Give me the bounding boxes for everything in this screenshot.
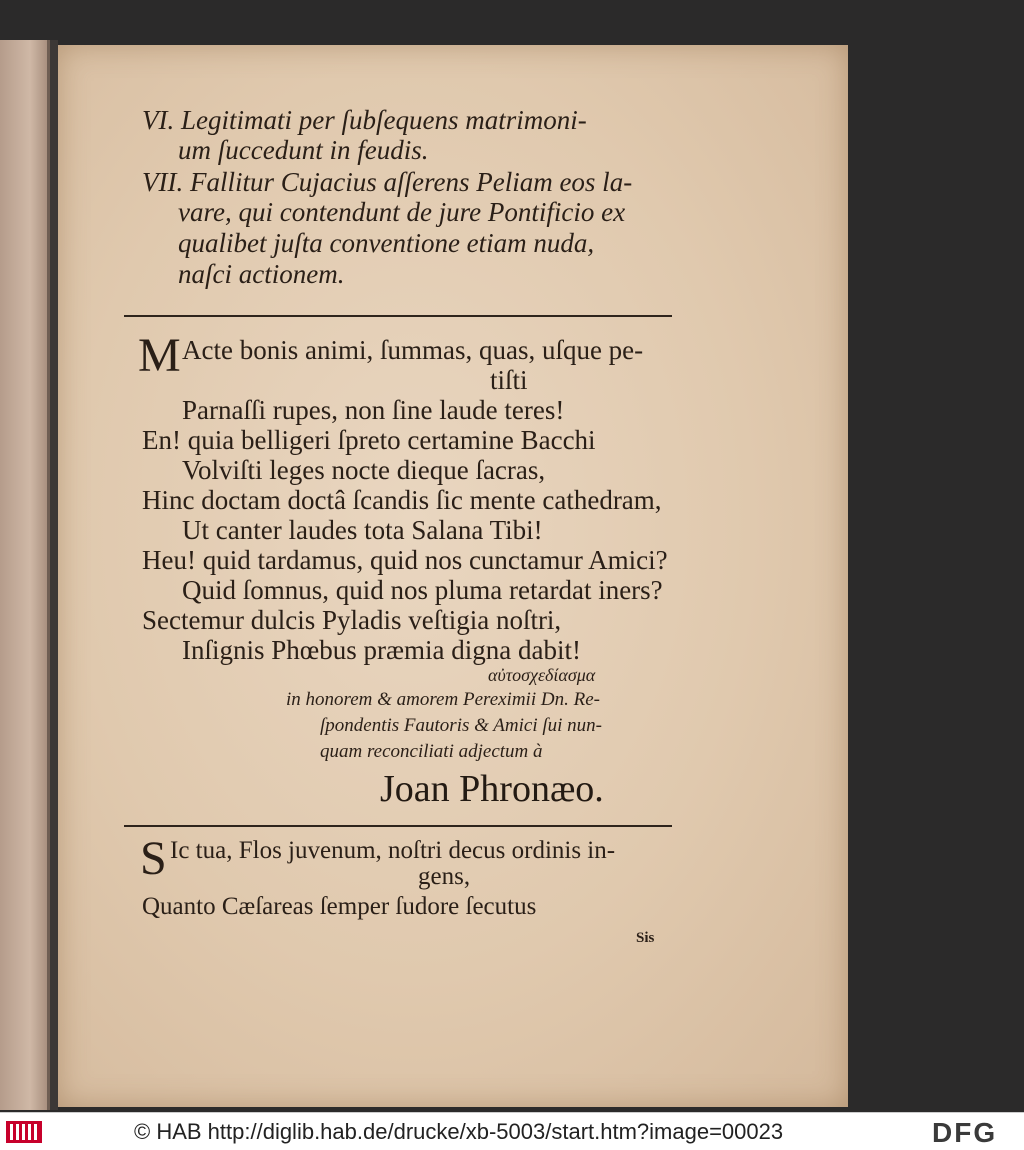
poem1-line-1-cont: tiſti bbox=[490, 365, 528, 395]
drop-cap-s: S bbox=[140, 832, 167, 885]
catchword: Sis bbox=[636, 930, 655, 946]
thesis-vi-line-1: VI. Legitimati per ſubſequens matrimoni- bbox=[142, 105, 587, 135]
dedication-line-3: quam reconciliati adjectum à bbox=[320, 741, 543, 762]
poem1-line-4: Volviſti leges nocte dieque ſacras, bbox=[182, 455, 546, 485]
poem1-line-1: Acte bonis animi, ſummas, quas, uſque pe- bbox=[182, 335, 644, 365]
dedication-line-2: ſpondentis Fautoris & Amici ſui nun- bbox=[320, 715, 603, 736]
divider-rule-2 bbox=[124, 825, 672, 827]
scanned-page bbox=[58, 45, 848, 1107]
poem2-line-2: Quanto Cæſareas ſemper ſudore ſecutus bbox=[142, 893, 537, 920]
drop-cap-m: M bbox=[138, 329, 181, 382]
greek-heading: αὐτοσχεδίασμα bbox=[488, 665, 596, 685]
poem1-line-9: Sectemur dulcis Pyladis veſtigia noſtri, bbox=[142, 605, 562, 635]
divider-rule-1 bbox=[124, 315, 672, 317]
hab-logo-icon bbox=[6, 1119, 42, 1145]
thesis-vi-line-2: um ſuccedunt in feudis. bbox=[178, 135, 429, 165]
thesis-vii-line-2: vare, qui contendunt de jure Pontificio ex bbox=[178, 197, 626, 227]
poem2-line-1: Ic tua, Flos juvenum, noſtri decus ordinis in- bbox=[170, 837, 616, 864]
poem1-line-10: Inſignis Phœbus præmia digna dabit! bbox=[182, 635, 581, 665]
author-signature: Joan Phronæo. bbox=[380, 768, 604, 810]
poem2-line-1-cont: gens, bbox=[418, 863, 471, 890]
poem1-line-3: En! quia belligeri ſpreto certamine Bacchi bbox=[142, 425, 596, 455]
poem1-line-8: Quid ſomnus, quid nos pluma retardat iners? bbox=[182, 575, 663, 605]
poem1-line-7: Heu! quid tardamus, quid nos cunctamur Amici? bbox=[142, 545, 668, 575]
dfg-logo: DFG bbox=[932, 1117, 998, 1148]
dedication-line-1: in honorem & amorem Pereximii Dn. Re- bbox=[286, 689, 600, 710]
book-gutter bbox=[50, 40, 58, 1110]
poem1-line-6: Ut canter laudes tota Salana Tibi! bbox=[182, 515, 543, 545]
footer-bar bbox=[0, 1112, 1024, 1150]
copyright-url-text: © HAB http://diglib.hab.de/drucke/xb-5003/start.htm?image=00023 bbox=[134, 1119, 784, 1144]
poem1-line-5: Hinc doctam doctâ ſcandis ſic mente cathedram, bbox=[142, 485, 662, 515]
facing-page-edge bbox=[0, 40, 50, 1110]
thesis-vii-line-4: naſci actionem. bbox=[178, 259, 345, 289]
thesis-vii-line-3: qualibet juſta conventione etiam nuda, bbox=[178, 228, 595, 258]
thesis-vii-line-1: VII. Fallitur Cujacius aſſerens Peliam eos la- bbox=[142, 167, 633, 197]
poem1-line-2: Parnaſſi rupes, non ſine laude teres! bbox=[182, 395, 565, 425]
